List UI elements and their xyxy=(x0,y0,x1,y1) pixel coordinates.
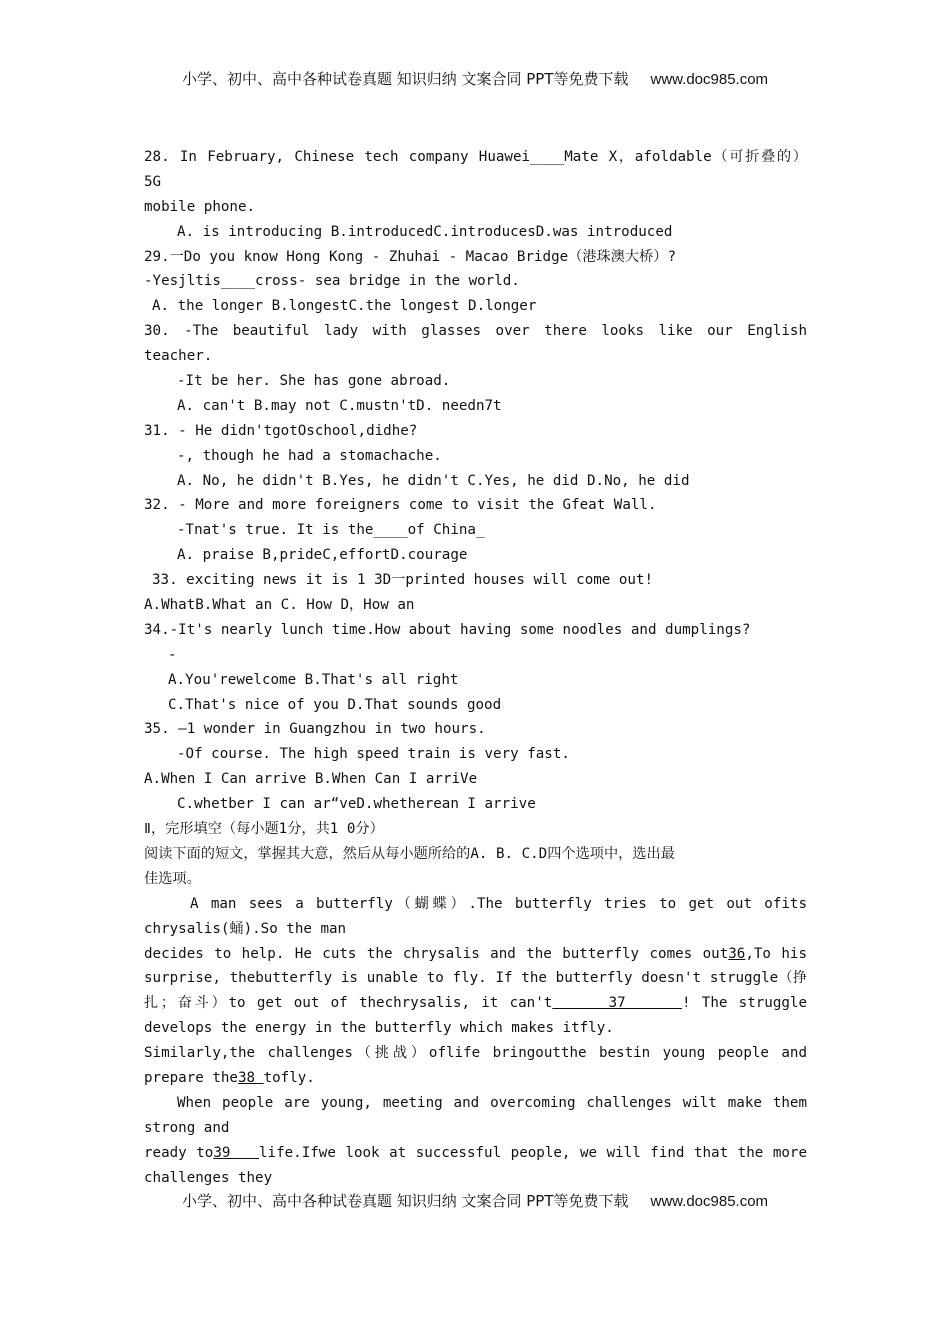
q29-line-2: -Yesjltis____cross- sea bridge in the world. xyxy=(144,273,520,290)
footer-text: 小学、初中、高中各种试卷真题 知识归纳 文案合同 PPT等免费下载 xyxy=(181,1192,629,1210)
q29-line-1: 29.一Do you know Hong Kong - Zhuhai - Macao Bridge（港珠澳大桥）? xyxy=(144,248,677,265)
q31-options: A. No, he didn't B.Yes, he didn't C.Yes, he did D.No, he did xyxy=(177,472,690,489)
passage-text: 扎；奋斗）to get out of thechrysalis, it can't xyxy=(144,995,553,1012)
q32-options: A. praise B,prideC,effortD.courage xyxy=(177,547,468,564)
q35-options-2: C.whetber I can ar“veD.whetherean I arrive xyxy=(177,796,536,813)
passage-text: ! The struggle xyxy=(681,995,807,1012)
q33-line-1: 33. exciting news it is 1 3D一printed houses will come out! xyxy=(152,572,654,589)
passage-p2-line-2 xyxy=(144,1066,807,1091)
q30-line-1: 30. -The beautiful lady with glasses over there looks like our English xyxy=(144,323,807,340)
passage-p1-line-4: surprise, thebutterfly is unable to fly. If the butterfly doesn't struggle（挣 xyxy=(144,970,807,987)
q28-line-2: 5G xyxy=(144,173,162,190)
passage-text: tofly. xyxy=(263,1069,315,1086)
q35-options-1: A.When I Can arrive B.When Can I arriVe xyxy=(144,771,478,788)
q30-line-2: teacher. xyxy=(144,348,213,365)
q33-options: A.WhatB.What an C. How D，How an xyxy=(144,597,415,614)
q30-line-3: -It be her. She has gone abroad. xyxy=(177,373,451,390)
passage-p1-line-1: A man sees a butterfly（蝴蝶）.The butterfly tries to get out ofits xyxy=(190,895,807,912)
blank-38: 38 xyxy=(237,1069,264,1086)
page-footer xyxy=(0,1190,950,1211)
section-2-instruction-1: 阅读下面的短文，掌握其大意，然后从每小题所给的A. B. C.D四个选项中，选出最 xyxy=(144,845,675,862)
passage-text: life.Ifwe look at successful people, we will find that the more xyxy=(259,1144,807,1161)
q34-line-1: 34.-It's nearly lunch time.How about having some noodles and dumplings? xyxy=(144,621,751,638)
q32-line-1: 32. - More and more foreigners come to visit the Gfeat Wall. xyxy=(144,497,657,514)
q34-options-2: C.That's nice of you D.That sounds good xyxy=(168,696,502,713)
header-url[interactable]: www.doc985.com xyxy=(650,71,769,88)
q28-line-1: 28. In February, Chinese tech company Huawei____Mate X，afoldable（可折叠的） xyxy=(144,149,807,165)
passage-p3-line-2: strong and xyxy=(144,1119,230,1136)
q32-line-2: -Tnat's true. It is the____of China_ xyxy=(177,522,485,539)
section-2-instruction-2: 佳选项。 xyxy=(144,870,201,887)
passage-p3-line-3 xyxy=(144,1141,807,1166)
q31-line-2: -, though he had a stomachache. xyxy=(177,447,442,464)
passage-p1-line-2: chrysalis(蛹).So the man xyxy=(144,920,347,937)
passage-p3-line-1: When people are young, meeting and overcoming challenges wilt make them xyxy=(177,1094,807,1111)
blank-39: 39 xyxy=(213,1144,259,1161)
q29-options: A. the longer B.longestC.the longest D.longer xyxy=(152,298,537,315)
q34-line-2: - xyxy=(168,646,177,663)
passage-text: ,To his xyxy=(745,945,807,962)
footer-url[interactable]: www.doc985.com xyxy=(650,1193,769,1210)
passage-text: decides to help. He cuts the chrysalis and the butterfly comes out xyxy=(144,945,729,962)
passage-p1-line-5 xyxy=(144,991,807,1016)
passage-text: prepare the xyxy=(144,1069,238,1086)
q28-line-3: mobile phone. xyxy=(144,198,256,215)
blank-36: 36 xyxy=(728,945,746,962)
passage-p3-line-4: challenges they xyxy=(144,1169,273,1186)
q28-options: A. is introducing B.introducedC.introducesD.was introduced xyxy=(177,223,673,240)
passage-p1-line-3 xyxy=(144,942,807,967)
passage-text: ready to xyxy=(144,1144,214,1161)
page-header xyxy=(0,68,950,89)
section-2-title: Ⅱ，完形填空（每小题1分，共1 0分） xyxy=(144,821,384,838)
exam-content xyxy=(144,145,807,1190)
q35-line-2: -Of course. The high speed train is very fast. xyxy=(177,746,570,763)
header-text: 小学、初中、高中各种试卷真题 知识归纳 文案合同 PPT等免费下载 xyxy=(181,70,629,88)
q31-line-1: 31. - He didn'tgotOschool,didhe? xyxy=(144,422,418,439)
q34-options-1: A.You'rewelcome B.That's all right xyxy=(168,671,459,688)
blank-37: 37 xyxy=(552,995,682,1012)
q35-line-1: 35. —1 wonder in Guangzhou in two hours. xyxy=(144,721,486,738)
passage-p1-line-6: develops the energy in the butterfly which makes itfly. xyxy=(144,1020,614,1037)
passage-p2-line-1: Similarly,the challenges（挑战）oflife bringoutthe bestin young people and xyxy=(144,1045,807,1062)
q30-options: A. can't B.may not C.mustn'tD. needn7t xyxy=(177,397,502,414)
